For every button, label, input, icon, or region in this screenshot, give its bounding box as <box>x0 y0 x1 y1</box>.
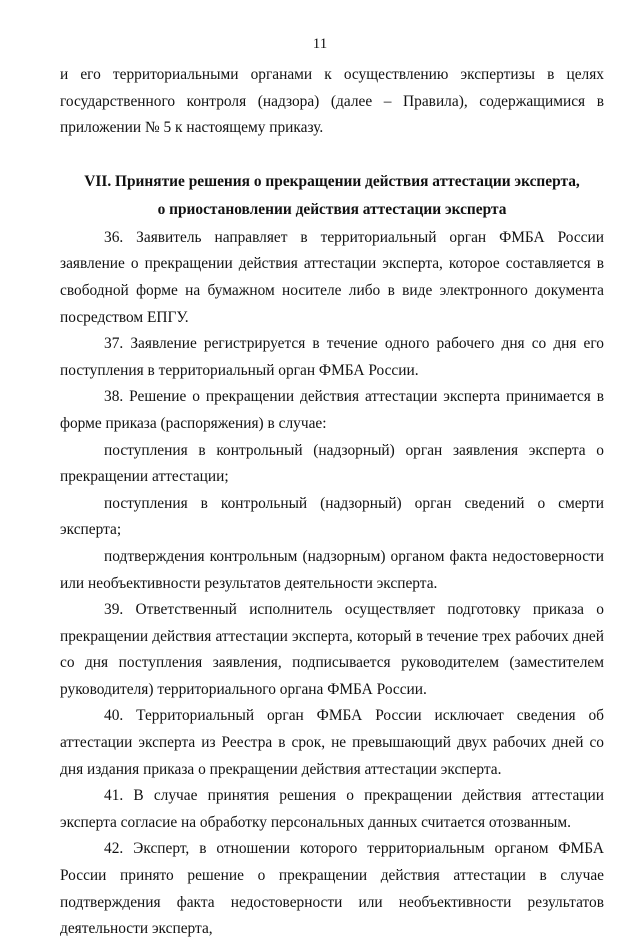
paragraph-38-case-2: поступления в контрольный (надзорный) орган сведений о смерти эксперта; <box>60 494 604 539</box>
paragraph-36: 36. Заявитель направляет в территориальный орган ФМБА России заявление о прекращении действия аттестации эксперта, которое составляется в свободной форме на бумажном носителе либо в виде электронного документа посредством ЕПГУ. <box>60 228 604 326</box>
page-number: 11 <box>312 36 328 52</box>
paragraph-38: 38. Решение о прекращении действия аттестации эксперта принимается в форме приказа (распоряжения) в случае: <box>60 388 604 432</box>
paragraph-38-case-1: поступления в контрольный (надзорный) орган заявления эксперта о прекращении аттестации; <box>60 441 604 486</box>
intro-paragraph: и его территориальными органами к осуществлению экспертизы в целях государственного контроля (надзора) (далее – Правила), содержащимися в приложении № 5 к настоящему приказу. <box>60 66 604 137</box>
document-body <box>60 62 604 943</box>
section-heading <box>60 168 604 225</box>
paragraph-38-case-3: подтверждения контрольным (надзорным) органом факта недостоверности или необъективности результатов деятельности эксперта. <box>60 547 604 592</box>
paragraph-40: 40. Территориальный орган ФМБА России исключает сведения об аттестации эксперта из Реестра в срок, не превышающий двух рабочих дней со дня издания приказа о прекращении действия аттестации эксперта. <box>60 707 604 778</box>
paragraph-37: 37. Заявление регистрируется в течение одного рабочего дня со дня его поступления в территориальный орган ФМБА России. <box>60 335 604 379</box>
paragraph-41: 41. В случае принятия решения о прекращении действия аттестации эксперта согласие на обработку персональных данных считается отозванным. <box>60 787 604 831</box>
paragraph-39: 39. Ответственный исполнитель осуществляет подготовку приказа о прекращении действия аттестации эксперта, который в течение трех рабочих дней со дня поступления заявления, подписывается руководителем (заместителем руководителя) территориального органа ФМБА России. <box>60 601 604 698</box>
paragraph-42: 42. Эксперт, в отношении которого территориальным органом ФМБА России принято решение о прекращении действия аттестации в случае подтверждения факта недостоверности или необъективности результатов деятельности эксперта, <box>60 840 604 938</box>
section-heading-line-2: о приостановлении действия аттестации эксперта <box>157 201 507 219</box>
section-heading-line-1: VII. Принятие решения о прекращении действия аттестации эксперта, <box>84 172 580 190</box>
